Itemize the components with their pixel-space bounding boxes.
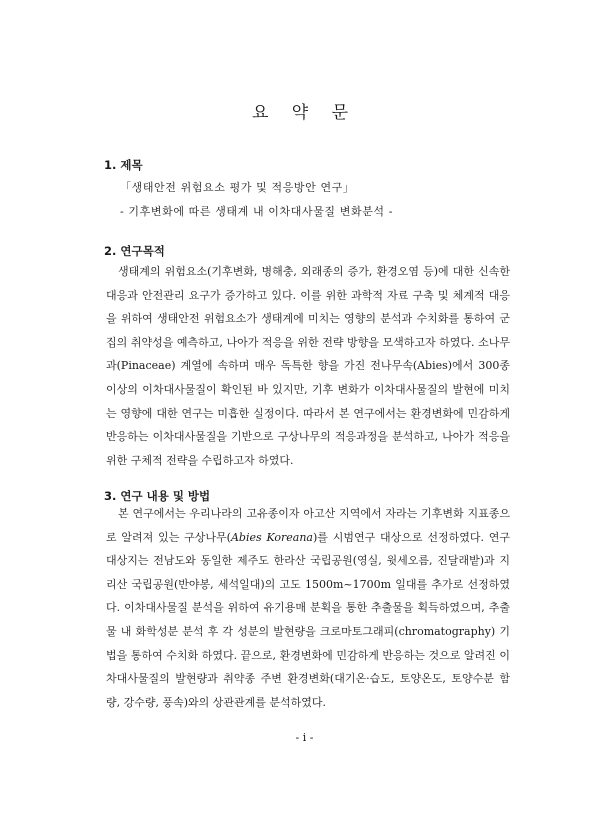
purpose-paragraph: 생태계의 위험요소(기후변화, 병해충, 외래종의 증가, 환경오염 등)에 대한 신속한 대응과 안전관리 요구가 증가하고 있다. 이를 위한 과학적 자료 구축 및 체계적 대응을 위하여 생태안전 위험요소가 생태계에 미치는 영향의 분석과 수치화를 통하여 군집의 취약성을 예측하고, 나아가 적응을 위한 전략 방향을 모색하고자 하였다. 소나무과(Pinaceae) 계열에 속하며 매우 독특한 향을 가진 전나무속(Abies)에서 300종 이상의 이차대사물질이 확인된 바 있지만, 기후 변화가 이차대사물질의 발현에 미치는 영향에 대한 연구는 미흡한 실정이다. 따라서 본 연구에서는 환경변화에 민감하게 반응하는 이차대사물질을 기반으로 구상나무의 적응과정을 분석하고, 나아가 적응을 위한 구체적 전략을 수립하고자 하였다. [106,265,510,467]
species-name-italic: Abies Koreana [230,530,313,544]
methods-text-end: )를 시범연구 대상으로 선정하였다. 연구대상지는 전남도와 동일한 제주도 한라산 국립공원(영실, 윗세오름, 진달래밭)과 지리산 국립공원(반야봉, 세석일대)의 고도 1500m~1700m 일대를 추가로 선정하였다. 이차대사물질 분석을 위하여 유기용매 분획을 통한 추출물을 획득하였으며, 추출물 내 화학성분 분석 후 각 성분의 발현량을 크로마토그래피(chromatography) 기법을 통하여 수치화 하였다. 끝으로, 환경변화에 민감하게 반응하는 것으로 알려진 이차대사물질의 발현량과 취약종 주변 환경변화(대기온·습도, 토양온도, 토양수분 함량, 강수량, 풍속)와의 상관관계를 분석하였다. [106,530,510,709]
methods-text-start: 본 연구에서는 우리나라의 고유종이자 아고산 지역에서 자라는 기후변화 지표종으로 알려져 있는 구상나무( [106,507,510,544]
section-heading-methods: 3. 연구 내용 및 방법 [104,489,211,503]
page-title: 요 약 문 [251,103,358,123]
methods-paragraph [106,502,510,714]
study-subtitle: - 기후변화에 따른 생태계 내 이차대사물질 변화분석 - [120,205,394,218]
page-number: - i - [295,731,314,744]
section-heading-purpose: 2. 연구목적 [104,244,165,258]
section-heading-title: 1. 제목 [104,158,143,172]
study-title: 「생태안전 위험요소 평가 및 적응방안 연구」 [120,181,355,194]
